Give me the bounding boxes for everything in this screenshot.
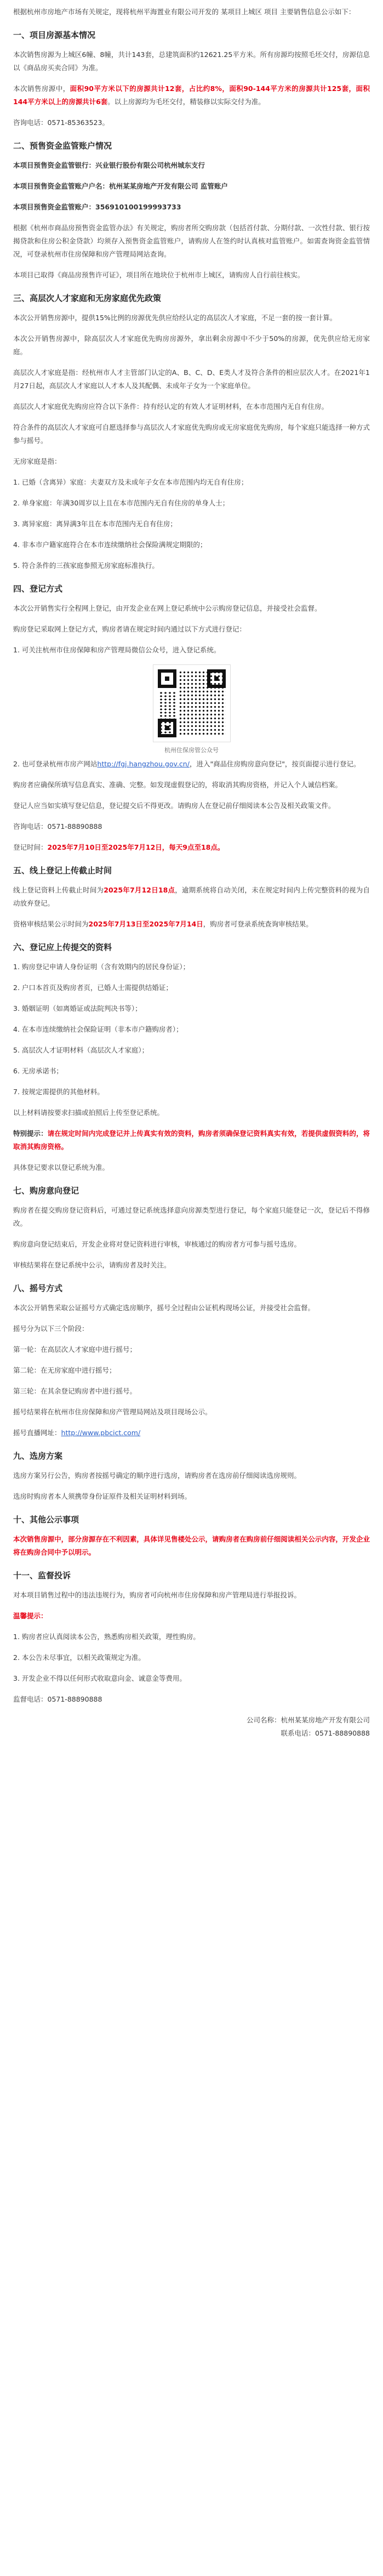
s7-paragraph-3: 审核结果将在登记系统中公示，请购房者及时关注。 bbox=[13, 1261, 171, 1269]
list-item: 3. 离异家庭：离异满3年且在本市范围内无自有住房； bbox=[13, 520, 177, 528]
s11-paragraph-1: 对本项目销售过程中的违法违规行为，购房者可向杭州市住房保障和房产管理局进行举报投诉。 bbox=[13, 1591, 301, 1599]
section-title-6: 六、登记应上传提交的资料 bbox=[13, 942, 112, 952]
list-item: 5. 高层次人才证明材料（高层次人才家庭）； bbox=[13, 1046, 149, 1054]
s2-account-number: 本项目预售资金监管账户：356910100199993733 bbox=[13, 203, 181, 211]
list-item: 5. 符合条件的三孩家庭参照无房家庭标准执行。 bbox=[13, 561, 159, 570]
s5-paragraph-2: 资格审核结果公示时间为2025年7月13日至2025年7月14日，购房者可登录系统查询审核结果。 bbox=[13, 920, 313, 928]
s7-paragraph-1: 购房者在提交购房登记资料后，可通过登记系统选择意向房源类型进行登记，每个家庭只能登记一次，登记后不得修改。 bbox=[13, 1206, 370, 1227]
s10-paragraph-1: 本次销售房源中，部分房源存在不利因素，具体详见售楼处公示，请购房者在购房前仔细阅读相关公示内容，开发企业将在购房合同中予以明示。 bbox=[13, 1535, 370, 1556]
s1-paragraph-1: 本次销售房源为上城区6幢、8幢，共计143套，总建筑面积约12621.25平方米。所有房源均按照毛坯交付，房源信息以《商品房买卖合同》为准。 bbox=[13, 50, 370, 72]
qr-code-block bbox=[148, 664, 236, 754]
list-item: 4. 非本市户籍家庭符合在本市连续缴纳社会保险满规定期限的； bbox=[13, 541, 207, 549]
tips-list bbox=[13, 1630, 370, 1685]
list-item: 1. 购房者应认真阅读本公告，熟悉购房相关政策，理性购房。 bbox=[13, 1633, 200, 1641]
qr-caption: 杭州住保房管公众号 bbox=[164, 747, 219, 754]
section-title-8: 八、摇号方式 bbox=[13, 1283, 63, 1293]
s4-paragraph-5: 购房者应确保所填写信息真实、准确、完整。如发现虚假登记的，将取消其购房资格，并记入个人诚信档案。 bbox=[13, 781, 342, 789]
section-title-1: 一、项目房源基本情况 bbox=[13, 30, 96, 40]
s1-highlight: 面积90平方米以下的房源共计12套，占比约8%，面积90-144平方米的房源共计125套，面积144平方米以上的房源共计6套 bbox=[13, 84, 370, 106]
list-item: 1. 购房登记申请人身份证明（含有效期内的居民身份证）； bbox=[13, 963, 190, 971]
list-item: 4. 在本市连续缴纳社会保险证明（非本市户籍购房者）； bbox=[13, 1025, 183, 1033]
section-title-4: 四、登记方式 bbox=[13, 584, 63, 594]
s8-paragraph-1: 本次公开销售采取公证摇号方式确定选房顺序，摇号全过程由公证机构现场公证，并接受社会监督。 bbox=[13, 1304, 315, 1312]
s4-time: 登记时间：2025年7月10日至2025年7月12日，每天9点至18点。 bbox=[13, 843, 225, 851]
s4-paragraph-4: 2. 也可登录杭州市房产网站http://fgj.hangzhou.gov.cn/，进入"商品住房购房意向登记"，按页面提示进行登记。 bbox=[13, 760, 361, 768]
section-title-2: 二、预售资金监管账户情况 bbox=[13, 141, 112, 151]
list-item: 第三轮：在其余登记购房者中进行摇号。 bbox=[13, 1387, 137, 1395]
s2-account-name: 本项目预售资金监管账户户名：杭州某某房地产开发有限公司 监管账户 bbox=[13, 182, 228, 190]
qr-code-icon bbox=[153, 664, 231, 742]
s6-paragraph-2: 特别提示：请在规定时间内完成登记并上传真实有效的资料，购房者须确保登记资料真实有效，若提供虚假资料的，将取消其购房资格。 bbox=[13, 1129, 370, 1151]
intro-paragraph: 根据杭州市房地产市场有关规定，现将杭州平海置业有限公司开发的 某项目上城区 项目 主要销售信息公示如下： bbox=[13, 8, 356, 16]
s4-paragraph-1: 本次公开销售实行全程网上登记，由开发企业在网上登记系统中公示购房登记信息，并接受社会监督。 bbox=[13, 604, 322, 612]
live-stream-link[interactable]: http://www.pbcict.com/ bbox=[61, 1429, 141, 1437]
s6-paragraph-1: 以上材料请按要求扫描或拍照后上传至登记系统。 bbox=[13, 1108, 164, 1117]
s3-paragraph-6: 无房家庭是指： bbox=[13, 457, 61, 465]
list-item: 第二轮：在无房家庭中进行摇号； bbox=[13, 1366, 116, 1374]
s1-phone: 咨询电话：0571-85363523。 bbox=[13, 118, 109, 127]
tips-hotline: 监督电话：0571-88890888 bbox=[13, 1695, 102, 1703]
s6-list bbox=[13, 960, 370, 1099]
s3-paragraph-3: 高层次人才家庭是指：经杭州市人才主管部门认定的A、B、C、D、E类人才及符合条件的相应层次人才。在2021年1月27日起，高层次人才家庭以人才本人及其配偶、未成年子女为一个家庭单位。 bbox=[13, 368, 370, 390]
s3-paragraph-5: 符合条件的高层次人才家庭可自愿选择参与高层次人才家庭优先购房或无房家庭优先购房，每个家庭只能选择一种方式参与摇号。 bbox=[13, 423, 370, 445]
s1-paragraph-2: 本次销售房源中，面积90平方米以下的房源共计12套，占比约8%，面积90-144平方米的房源共计125套，面积144平方米以上的房源共计6套。以上房源均为毛坯交付，精装修以实际交付为准。 bbox=[13, 84, 370, 106]
list-item: 6. 无房承诺书； bbox=[13, 1067, 63, 1075]
company-name: 公司名称：杭州某某房地产开发有限公司 bbox=[246, 1716, 370, 1724]
list-item: 2. 户口本首页及购房者页，已婚人士需提供结婚证； bbox=[13, 983, 173, 992]
s4-paragraph-2: 购房登记采取网上登记方式，购房者请在规定时间内通过以下方式进行登记： bbox=[13, 625, 247, 633]
s7-paragraph-2: 购房意向登记结束后，开发企业将对登记资料进行审核，审核通过的购房者方可参与摇号选房。 bbox=[13, 1240, 301, 1248]
list-item: 7. 按规定需提供的其他材料。 bbox=[13, 1088, 104, 1096]
list-item: 3. 开发企业不得以任何形式收取意向金、诚意金等费用。 bbox=[13, 1674, 186, 1682]
website-link[interactable]: http://fgj.hangzhou.gov.cn/ bbox=[97, 760, 190, 768]
s8-paragraph-4: 摇号直播网址：http://www.pbcict.com/ bbox=[13, 1429, 141, 1437]
section-title-9: 九、选房方案 bbox=[13, 1451, 63, 1461]
s3-paragraph-1: 本次公开销售房源中，提供15%比例的房源优先供应给经认定的高层次人才家庭，不足一套的按一套计算。 bbox=[13, 314, 337, 322]
list-item: 2. 本公告未尽事宜，以相关政策规定为准。 bbox=[13, 1653, 145, 1662]
tips-title: 温馨提示： bbox=[13, 1612, 48, 1620]
s3-paragraph-4: 高层次人才家庭优先购房应符合以下条件：持有经认定的有效人才证明材料，在本市范围内无自有住房。 bbox=[13, 402, 329, 411]
s9-paragraph-1: 选房方案另行公告，购房者按摇号确定的顺序进行选房，请购房者在选房前仔细阅读选房规则。 bbox=[13, 1471, 301, 1480]
list-item: 1. 已婚（含离异）家庭：夫妻双方及未成年子女在本市范围内均无自有住房； bbox=[13, 478, 248, 486]
s4-paragraph-3: 1. 可关注杭州市住房保障和房产管理局微信公众号，进入登记系统。 bbox=[13, 646, 221, 654]
s6-paragraph-3: 具体登记要求以登记系统为准。 bbox=[13, 1163, 110, 1172]
s5-paragraph-1: 线上登记资料上传截止时间为2025年7月12日18点，逾期系统将自动关闭，未在规定时间内上传完整资料的视为自动放弃登记。 bbox=[13, 886, 370, 907]
s8-paragraph-2: 摇号分为以下三个阶段： bbox=[13, 1324, 89, 1333]
s4-phone: 咨询电话：0571-88890888 bbox=[13, 822, 102, 831]
s2-bank: 本项目预售资金监管银行：兴业银行股份有限公司杭州城东支行 bbox=[13, 161, 205, 169]
section-title-7: 七、购房意向登记 bbox=[13, 1186, 79, 1196]
s8-paragraph-3: 摇号结果将在杭州市住房保障和房产管理局网站及项目现场公示。 bbox=[13, 1408, 212, 1416]
company-contact: 联系电话：0571-88890888 bbox=[281, 1729, 370, 1737]
s4-time-highlight: 2025年7月10日至2025年7月12日，每天9点至18点。 bbox=[47, 843, 225, 851]
s2-paragraph-5: 本项目已取得《商品房预售许可证》，项目所在地块位于杭州市上城区，请购房人自行前往核实。 bbox=[13, 271, 305, 279]
s9-paragraph-2: 选房时购房者本人须携带身份证原件及相关证明材料到场。 bbox=[13, 1492, 192, 1500]
section-title-10: 十、其他公示事项 bbox=[13, 1515, 79, 1525]
list-item: 3. 婚姻证明（如离婚证或法院判决书等）； bbox=[13, 1004, 142, 1013]
s4-paragraph-6: 登记人应当如实填写登记信息，登记提交后不得更改。请购房人在登记前仔细阅读本公告及相关政策文件。 bbox=[13, 801, 335, 810]
section-title-11: 十一、监督投诉 bbox=[13, 1571, 71, 1580]
s3-list bbox=[13, 476, 370, 572]
section-title-5: 五、线上登记上传截止时间 bbox=[13, 866, 112, 875]
s3-paragraph-2: 本次公开销售房源中，除高层次人才家庭优先购房房源外，拿出剩余房源中不少于50%的房源，优先供应给无房家庭。 bbox=[13, 334, 370, 356]
s2-paragraph-4: 根据《杭州市商品房预售资金监管办法》有关规定，购房者所交购房款（包括首付款、分期付款、一次性付款、银行按揭贷款和住房公积金贷款）均须存入预售资金监管账户，请购房人在签约时认真核对监管账户。如需查询资金监管情况，可登录杭州市住房保障和房产管理局网站查询。 bbox=[13, 224, 370, 258]
list-item: 2. 单身家庭：年满30周岁以上且在本市范围内无自有住房的单身人士； bbox=[13, 499, 230, 507]
s8-list bbox=[13, 1343, 370, 1398]
section-title-3: 三、高层次人才家庭和无房家庭优先政策 bbox=[13, 293, 162, 303]
list-item: 第一轮：在高层次人才家庭中进行摇号； bbox=[13, 1345, 137, 1354]
